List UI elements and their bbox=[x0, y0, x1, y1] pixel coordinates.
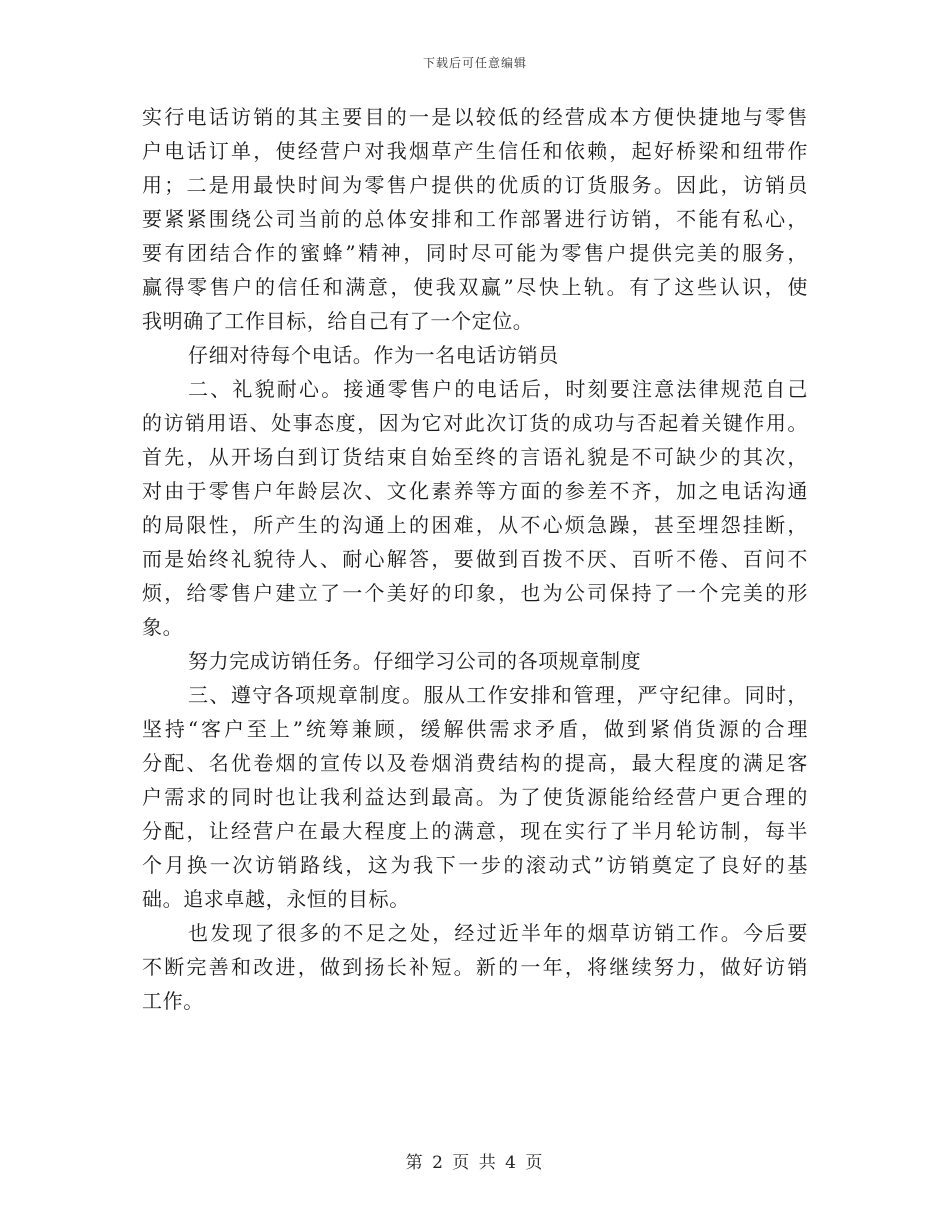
text-line: 对由于零售户年龄层次、文化素养等方面的参差不齐，加之电话沟通 bbox=[142, 479, 808, 503]
text-line: 工作。 bbox=[142, 989, 204, 1013]
text-line: 烦，给零售户建立了一个美好的印象，也为公司保持了一个完美的形 bbox=[142, 581, 808, 605]
text-line: 象。 bbox=[142, 615, 184, 639]
text-line: 赢得零售户的信任和满意，使我双赢”尽快上轨。有了这些认识，使 bbox=[142, 275, 808, 299]
page-footer-number: 第 2 页 共 4 页 bbox=[405, 1153, 545, 1173]
text-line: 三、遵守各项规章制度。服从工作安排和管理，严守纪律。同时， bbox=[188, 683, 808, 707]
text-line: 分配、名优卷烟的宣传以及卷烟消费结构的提高，最大程度的满足客 bbox=[142, 751, 808, 775]
text-line: 户需求的同时也让我利益达到最高。为了使货源能给经营户更合理的 bbox=[142, 785, 808, 809]
text-line: 努力完成访销任务。仔细学习公司的各项规章制度 bbox=[188, 649, 642, 673]
text-line: 也发现了很多的不足之处，经过近半年的烟草访销工作。今后要 bbox=[188, 921, 808, 945]
text-line: 我明确了工作目标，给自己有了一个定位。 bbox=[142, 309, 534, 333]
text-line: 分配，让经营户在最大程度上的满意，现在实行了半月轮访制，每半 bbox=[142, 819, 808, 843]
text-line: 个月换一次访销路线，这为我下一步的滚动式”访销奠定了良好的基 bbox=[142, 853, 808, 877]
text-line: 户电话订单，使经营户对我烟草产生信任和依赖，起好桥梁和纽带作 bbox=[142, 139, 808, 163]
text-line: 要紧紧围绕公司当前的总体安排和工作部署进行访销，不能有私心， bbox=[142, 207, 808, 231]
text-line: 用；二是用最快时间为零售户提供的优质的订货服务。因此，访销员 bbox=[142, 173, 808, 197]
text-line: 不断完善和改进，做到扬长补短。新的一年，将继续努力，做好访销 bbox=[142, 955, 808, 979]
text-line: 的访销用语、处事态度，因为它对此次订货的成功与否起着关键作用。 bbox=[142, 411, 808, 435]
text-line: 仔细对待每个电话。作为一名电话访销员 bbox=[188, 343, 559, 367]
text-line: 坚持“客户至上”统筹兼顾，缓解供需求矛盾，做到紧俏货源的合理 bbox=[142, 717, 808, 741]
text-line: 实行电话访销的其主要目的一是以较低的经营成本方便快捷地与零售 bbox=[142, 105, 808, 129]
text-line: 的局限性，所产生的沟通上的困难，从不心烦急躁，甚至埋怨挂断， bbox=[142, 513, 808, 537]
text-line: 首先，从开场白到订货结束自始至终的言语礼貌是不可缺少的其次， bbox=[142, 445, 808, 469]
text-line: 而是始终礼貌待人、耐心解答，要做到百拨不厌、百听不倦、百问不 bbox=[142, 547, 808, 571]
document-body bbox=[142, 100, 808, 1018]
text-line: 础。追求卓越，永恒的目标。 bbox=[142, 887, 410, 911]
text-line: 二、礼貌耐心。接通零售户的电话后，时刻要注意法律规范自己 bbox=[188, 377, 808, 401]
page-header-note: 下载后可任意编辑 bbox=[422, 56, 527, 70]
text-line: 要有团结合作的蜜蜂”精神，同时尽可能为零售户提供完美的服务， bbox=[142, 241, 808, 265]
